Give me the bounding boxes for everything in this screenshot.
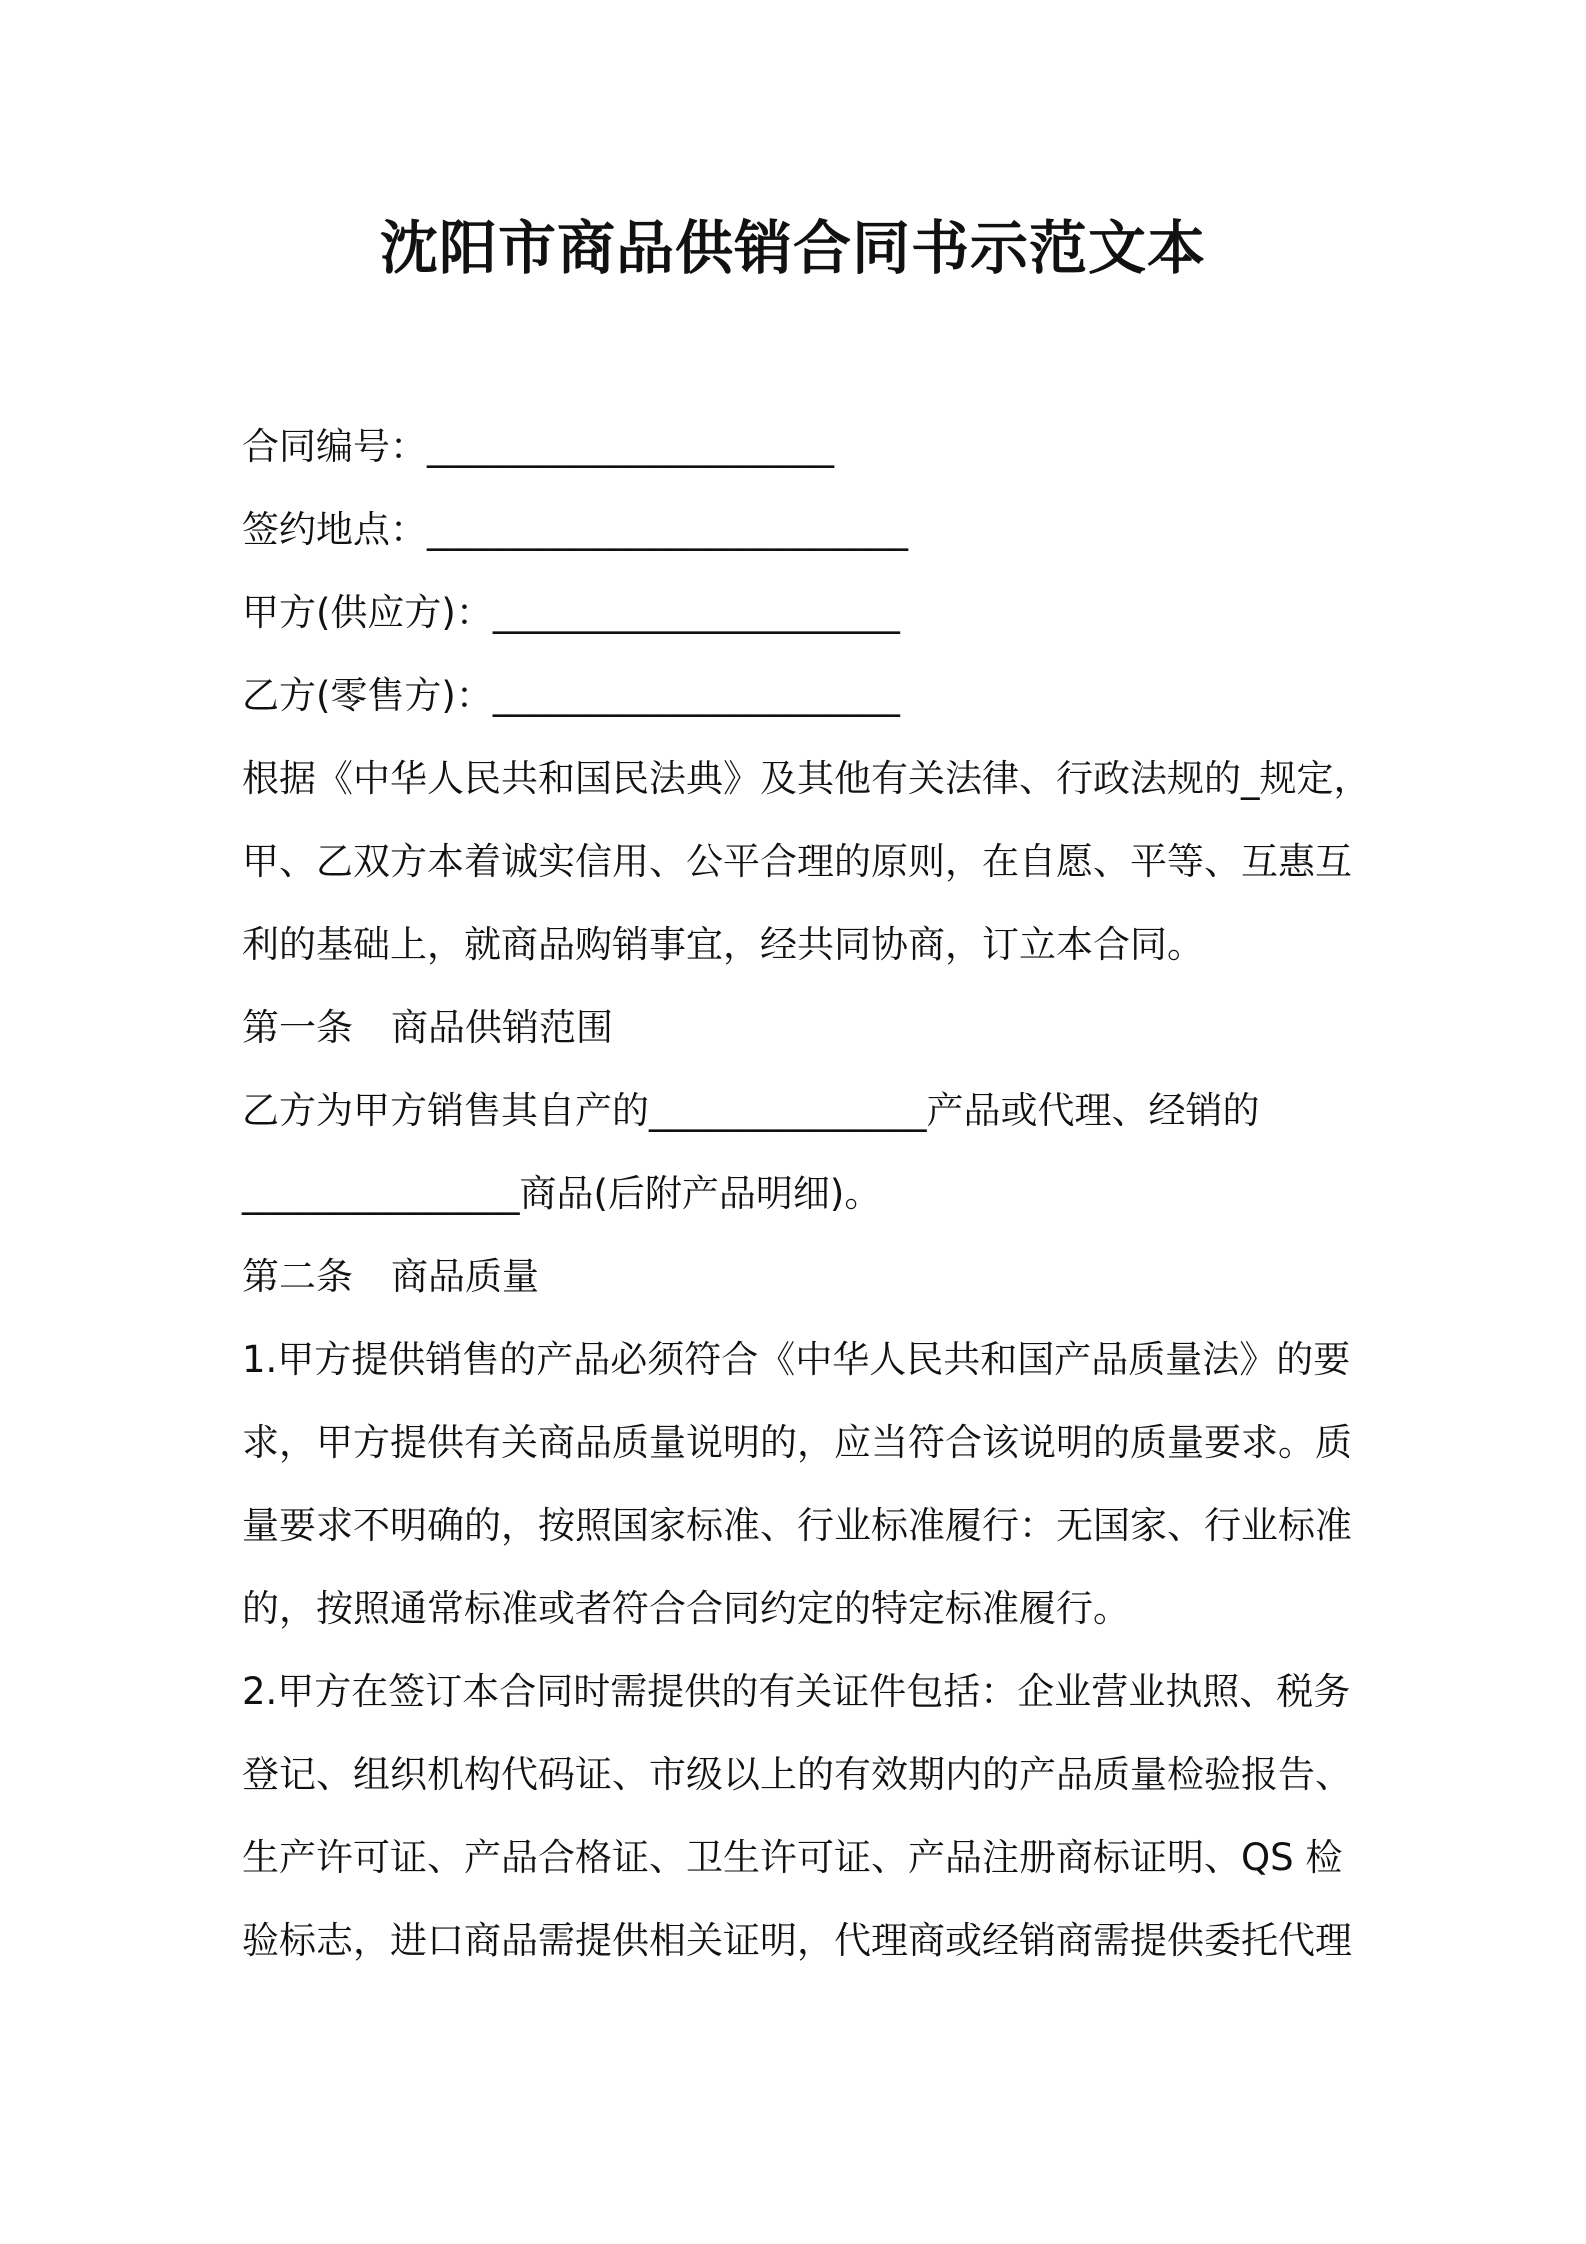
field-label: 甲方(供应方)： (242, 591, 493, 634)
clause-1-heading (242, 986, 1362, 1069)
field-signing-place (242, 488, 1362, 571)
clause-2-line: 的，按照通常标准或者符合合同约定的特定标准履行。 (242, 1587, 1130, 1630)
clause-2-line: 验标志，进口商品需提供相关证明，代理商或经销商需提供委托代理 (242, 1919, 1352, 1962)
clause-2-line: 1.甲方提供销售的产品必须符合《中华人民共和国产品质量法》的要 (242, 1338, 1351, 1381)
clause-heading-text: 商品质量 (391, 1255, 539, 1298)
clause-1-line: _______________商品(后附产品明细)。 (242, 1172, 882, 1215)
field-blank: __________________________ (427, 508, 908, 551)
clause-2-line: 量要求不明确的，按照国家标准、行业标准履行：无国家、行业标准 (242, 1504, 1352, 1547)
clause-2-line: 2.甲方在签订本合同时需提供的有关证件包括：企业营业执照、税务 (242, 1670, 1351, 1713)
clause-heading-text: 商品供销范围 (391, 1006, 613, 1049)
preamble-line: 甲、乙双方本着诚实信用、公平合理的原则，在自愿、平等、互惠互 (242, 840, 1352, 883)
preamble-line: 利的基础上，就商品购销事宜，经共同协商，订立本合同。 (242, 923, 1204, 966)
field-label: 乙方(零售方)： (242, 674, 493, 717)
field-label: 合同编号： (242, 425, 427, 468)
clause-2-line: 登记、组织机构代码证、市级以上的有效期内的产品质量检验报告、 (242, 1753, 1352, 1796)
field-party-a (242, 571, 1362, 654)
document-body (242, 405, 1371, 1982)
field-blank: ______________________ (427, 425, 834, 468)
field-contract-number (242, 405, 1362, 488)
clause-number: 第一条 (242, 1006, 353, 1049)
field-party-b (242, 654, 1362, 737)
clause-number: 第二条 (242, 1255, 353, 1298)
field-blank: ______________________ (492, 674, 900, 717)
clause-2-line: 求，甲方提供有关商品质量说明的，应当符合该说明的质量要求。质 (242, 1421, 1352, 1464)
clause-1-line: 乙方为甲方销售其自产的_______________产品或代理、经销的 (242, 1089, 1260, 1132)
document-title: 沈阳市商品供销合同书示范文本 (379, 214, 1206, 282)
field-blank: ______________________ (492, 591, 900, 634)
clause-2-heading (242, 1235, 1362, 1318)
clause-2-line: 生产许可证、产品合格证、卫生许可证、产品注册商标证明、QS 检 (242, 1836, 1343, 1879)
preamble-line: 根据《中华人民共和国民法典》及其他有关法律、行政法规的_规定， (242, 757, 1371, 800)
field-label: 签约地点： (242, 508, 427, 551)
